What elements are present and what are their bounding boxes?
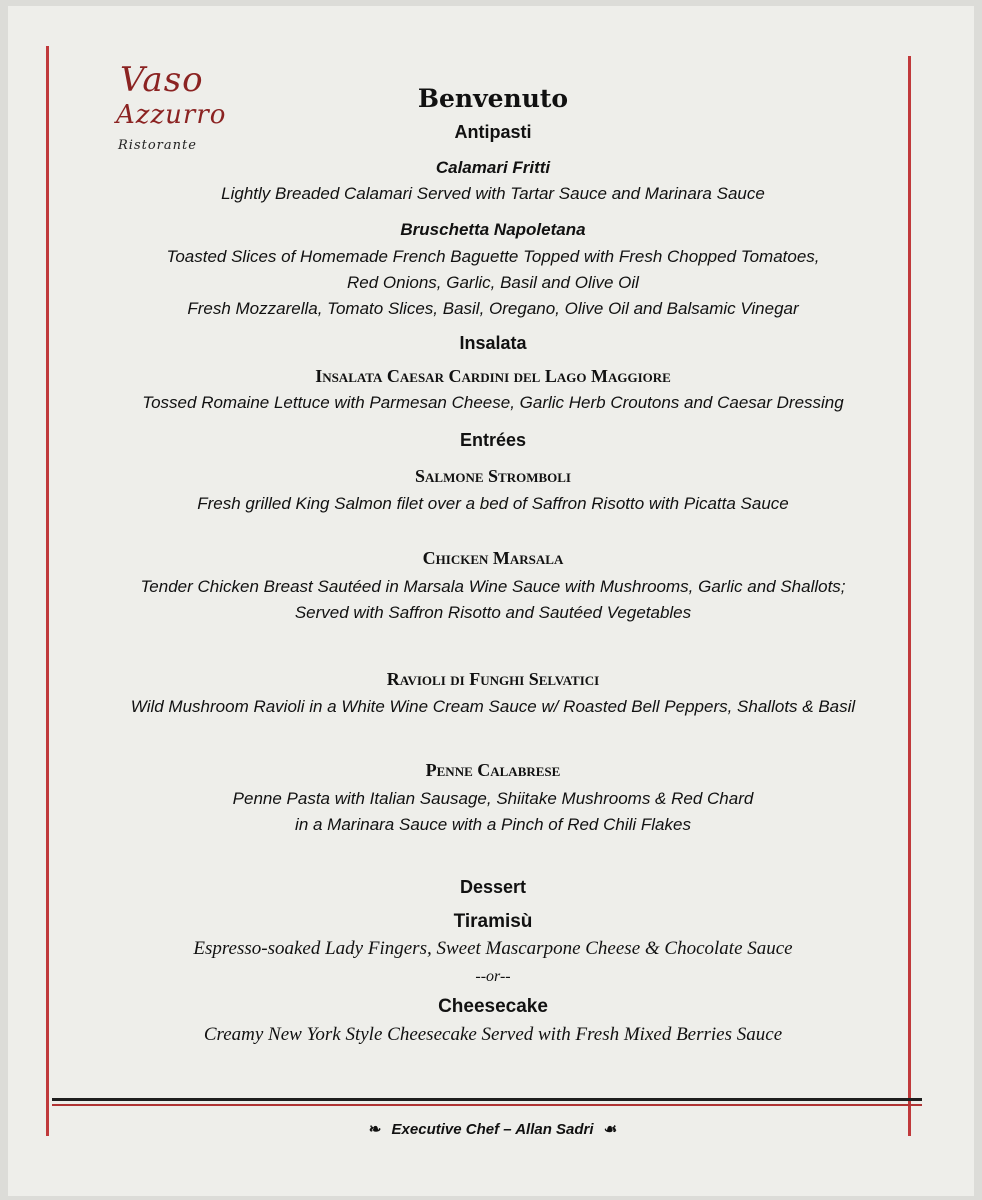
- footer-rule-red: [52, 1104, 922, 1106]
- item-desc-penne-2: in a Marinara Sauce with a Pinch of Red Chili Flakes: [295, 815, 691, 834]
- menu-title: Benvenuto: [417, 84, 569, 113]
- ornament-left-icon: ❧: [368, 1121, 382, 1138]
- item-name-penne: Penne Calabrese: [425, 760, 561, 780]
- logo-line-3: Ristorante: [118, 138, 197, 153]
- item-name-chicken-marsala: Chicken Marsala: [422, 548, 564, 568]
- item-desc-chicken-marsala-2: Served with Saffron Risotto and Sautéed Vegetables: [294, 603, 692, 622]
- item-desc-cheesecake: Creamy New York Style Cheesecake Served with Fresh Mixed Berries Sauce: [203, 1024, 783, 1045]
- item-name-bruschetta: Bruschetta Napoletana: [400, 220, 586, 239]
- item-desc-bruschetta-1: Toasted Slices of Homemade French Baguette Topped with Fresh Chopped Tomatoes,: [166, 247, 820, 266]
- section-heading-antipasti: Antipasti: [454, 122, 532, 142]
- ornament-right-icon: ☙: [603, 1121, 618, 1138]
- section-heading-dessert: Dessert: [459, 877, 527, 897]
- dessert-or-separator: --or--: [475, 968, 511, 985]
- item-name-cheesecake: Cheesecake: [438, 996, 548, 1017]
- item-desc-penne-1: Penne Pasta with Italian Sausage, Shiitake Mushrooms & Red Chard: [232, 789, 754, 808]
- item-desc-bruschetta-2: Red Onions, Garlic, Basil and Olive Oil: [347, 273, 639, 292]
- item-name-tiramisu: Tiramisù: [453, 911, 533, 932]
- section-heading-entrees: Entrées: [459, 430, 527, 450]
- footer-chef-credit: [48, 1120, 938, 1138]
- item-desc-ravioli: Wild Mushroom Ravioli in a White Wine Cream Sauce w/ Roasted Bell Peppers, Shallots & Basil: [130, 697, 856, 716]
- item-desc-chicken-marsala-1: Tender Chicken Breast Sautéed in Marsala Wine Sauce with Mushrooms, Garlic and Shallots;: [140, 577, 846, 596]
- logo-line-1: Vaso: [120, 60, 204, 100]
- item-desc-bruschetta-3: Fresh Mozzarella, Tomato Slices, Basil, Oregano, Olive Oil and Balsamic Vinegar: [187, 299, 799, 318]
- menu-page: [8, 6, 974, 1196]
- item-name-calamari: Calamari Fritti: [435, 158, 551, 177]
- item-name-ravioli: Ravioli di Funghi Selvatici: [386, 669, 600, 689]
- logo-line-2: Azzurro: [116, 100, 227, 130]
- item-name-salmone: Salmone Stromboli: [415, 466, 571, 486]
- section-heading-insalata: Insalata: [459, 333, 527, 353]
- item-name-caesar: Insalata Caesar Cardini del Lago Maggiore: [315, 366, 671, 386]
- item-desc-caesar: Tossed Romaine Lettuce with Parmesan Cheese, Garlic Herb Croutons and Caesar Dressing: [142, 393, 844, 412]
- item-desc-calamari: Lightly Breaded Calamari Served with Tartar Sauce and Marinara Sauce: [221, 184, 765, 203]
- item-desc-salmone: Fresh grilled King Salmon filet over a bed of Saffron Risotto with Picatta Sauce: [197, 494, 789, 513]
- chef-credit-text: Executive Chef – Allan Sadri: [391, 1121, 594, 1138]
- footer-rule-dark: [52, 1098, 922, 1101]
- item-desc-tiramisu: Espresso-soaked Lady Fingers, Sweet Mascarpone Cheese & Chocolate Sauce: [193, 938, 793, 959]
